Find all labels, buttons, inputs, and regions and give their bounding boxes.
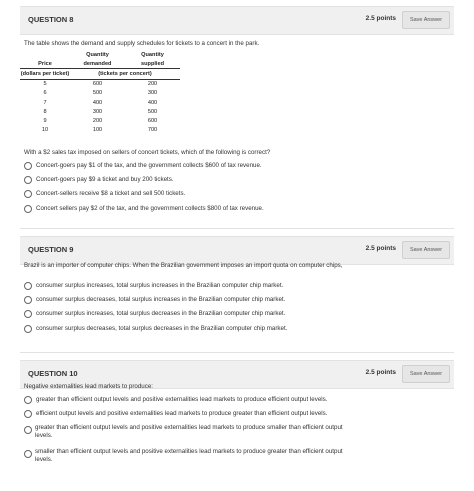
answer-option[interactable]: Concert-goers pay $1 of the tax, and the government collects $600 of tax revenue.: [24, 162, 262, 172]
table-cell: 600: [147, 117, 158, 124]
question-8: [20, 6, 454, 231]
radio-button[interactable]: [24, 450, 32, 458]
question-title: QUESTION 10: [28, 369, 78, 378]
divider: [20, 228, 454, 229]
question-9: [20, 236, 454, 351]
answer-option[interactable]: Concert sellers pay $2 of the tax, and the government collects $800 of tax revenue.: [24, 205, 264, 215]
radio-button[interactable]: [24, 396, 32, 404]
question-title: QUESTION 8: [28, 15, 74, 24]
radio-button[interactable]: [24, 310, 32, 318]
question-stem: With a $2 sales tax imposed on sellers of concert tickets, which of the following is correct?: [24, 149, 271, 156]
radio-button[interactable]: [24, 410, 32, 418]
radio-button[interactable]: [24, 426, 32, 434]
question-10: [20, 360, 454, 488]
answer-option[interactable]: Concert-goers pay $9 a ticket and buy 200 tickets.: [24, 176, 174, 186]
radio-button[interactable]: [24, 190, 32, 198]
answer-option[interactable]: consumer surplus increases, total surplus decreases in the Brazilian computer chip market.: [24, 310, 285, 320]
answer-option[interactable]: smaller than efficient output levels and positive externalities lead markets to produce greater than efficient output levels.: [24, 448, 354, 463]
radio-button[interactable]: [24, 176, 32, 184]
question-points: 2.5 points: [365, 369, 396, 376]
answer-option[interactable]: efficient output levels and positive externalities lead markets to produce greater than efficient output levels.: [24, 410, 327, 420]
table-cell: 9: [43, 117, 47, 124]
table-cell: 700: [147, 127, 158, 134]
radio-button[interactable]: [24, 162, 32, 170]
header-price-unit: (dollars per ticket): [20, 69, 70, 79]
header-qs-1: Quantity: [141, 51, 164, 58]
answer-option[interactable]: consumer surplus increases, total surplus increases in the Brazilian computer chip market.: [24, 282, 283, 292]
header-unit: (tickets per concert): [70, 69, 180, 79]
table-cell: 100: [92, 127, 103, 134]
save-answer-button[interactable]: Save Answer: [402, 365, 450, 383]
table-cell: 400: [147, 99, 158, 106]
table-cell: 7: [43, 99, 47, 106]
question-points: 2.5 points: [365, 15, 396, 22]
radio-button[interactable]: [24, 282, 32, 290]
question-prompt: Brazil is an importer of computer chips. When the Brazilian government imposes an import quota on computer chips,: [24, 262, 343, 269]
question-points: 2.5 points: [365, 245, 396, 252]
radio-button[interactable]: [24, 205, 32, 213]
table-cell: 10: [41, 127, 49, 134]
table-cell: 500: [92, 90, 103, 97]
header-price: Price: [38, 60, 52, 67]
answer-option[interactable]: Concert-sellers receive $8 a ticket and sell 500 tickets.: [24, 190, 185, 200]
table-cell: 300: [147, 90, 158, 97]
radio-button[interactable]: [24, 296, 32, 304]
table-cell: 8: [43, 108, 47, 115]
header-qd-2: demanded: [83, 60, 112, 67]
question-prompt: The table shows the demand and supply schedules for tickets to a concert in the park.: [24, 40, 260, 47]
question-prompt: Negative externalities lead markets to produce:: [24, 383, 153, 390]
question-header: [20, 236, 454, 265]
question-title: QUESTION 9: [28, 245, 74, 254]
table-cell: 200: [147, 81, 158, 88]
divider: [20, 352, 454, 353]
save-answer-button[interactable]: Save Answer: [402, 241, 450, 259]
header-qs-2: supplied: [141, 60, 164, 67]
table-cell: 5: [43, 81, 47, 88]
question-header: [20, 6, 454, 35]
table-cell: 400: [92, 99, 103, 106]
header-qd-1: Quantity: [86, 51, 109, 58]
answer-option[interactable]: greater than efficient output levels and positive externalities lead markets to produce efficient output levels.: [24, 396, 327, 406]
save-answer-button[interactable]: Save Answer: [402, 11, 450, 29]
table-cell: 600: [92, 81, 103, 88]
table-cell: 200: [92, 117, 103, 124]
table-cell: 300: [92, 108, 103, 115]
answer-option[interactable]: consumer surplus decreases, total surplus decreases in the Brazilian computer chip market.: [24, 325, 287, 335]
schedule-table: [20, 50, 180, 135]
table-cell: 6: [43, 90, 47, 97]
answer-option[interactable]: consumer surplus decreases, total surplus increases in the Brazilian computer chip market.: [24, 296, 285, 306]
table-cell: 500: [147, 108, 158, 115]
answer-option[interactable]: greater than efficient output levels and positive externalities lead markets to produce smaller than efficient output levels.: [24, 424, 354, 439]
radio-button[interactable]: [24, 325, 32, 333]
